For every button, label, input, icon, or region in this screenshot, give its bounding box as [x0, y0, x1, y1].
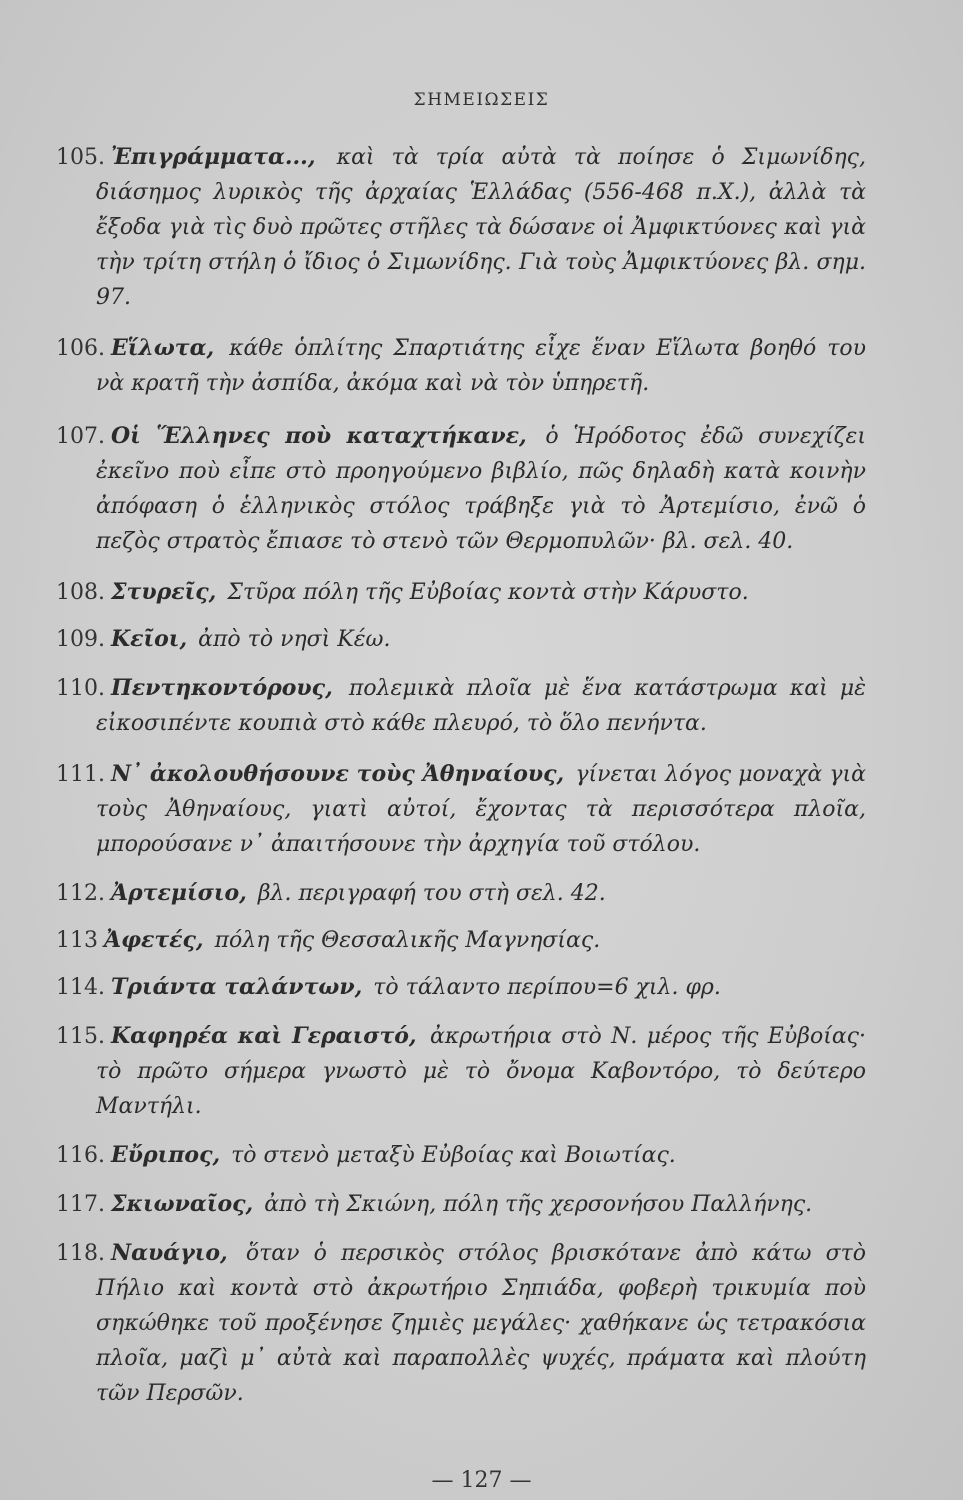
note-number: 113 — [56, 928, 98, 953]
note-text: ἀπὸ τὸ νησὶ Κέω. — [198, 627, 391, 652]
note-text: ὅταν ὁ περσικὸς στόλος βρισκότανε ἀπὸ κάτω στὸ Πήλιο καὶ κοντὰ στὸ ἀκρωτήριο Σηπιάδα, φοβερὴ τρικυμία ποὺ σηκώθηκε τοῦ προξένησε ζημιὲς μεγάλες· χαθήκανε ὡς τετρακόσια πλοῖα, μαζὶ μ᾿ αὐτὰ καὶ παραπολλὲς ψυχές, πράματα καὶ πλούτη τῶν Περσῶν. — [96, 1241, 867, 1406]
note-text: ἀκρωτήρια στὸ Ν. μέρος τῆς Εὐβοίας· τὸ πρῶτο σήμερα γνωστὸ μὲ τὸ ὄνομα Καβοντόρο, τὸ δεύτερο Μαντήλι. — [96, 1024, 866, 1119]
note-headword: Ἐπιγράμματα..., — [110, 144, 316, 170]
note-text: τὸ στενὸ μεταξὺ Εὐβοίας καὶ Βοιωτίας. — [231, 1143, 676, 1168]
note-headword: Στυρεῖς, — [110, 579, 217, 605]
note-number: 118. — [56, 1241, 105, 1266]
note-headword: Οἱ Ἕλληνες ποὺ καταχτήκανε, — [110, 423, 527, 449]
note-text: ὁ Ἡρόδοτος ἐδῶ συνεχίζει ἐκεῖνο ποὺ εἶπε στὸ προηγούμενο βιβλίο, πῶς δηλαδὴ κατὰ κοινὴν ἀπόφαση ὁ ἑλληνικὸς στόλος τράβηξε γιὰ τὸ Ἀρτεμίσιο, ἐνῶ ὁ πεζὸς στρατὸς ἔπιασε τὸ στενὸ τῶν Θερμοπυλῶν· βλ. σελ. 40. — [96, 424, 866, 554]
note-headword: Κεῖοι, — [110, 626, 188, 652]
note-headword: Ν᾿ ἀκολουθήσουνε τοὺς Ἀθηναίους, — [110, 761, 565, 787]
note-text: ἀπὸ τὴ Σκιώνη, πόλη τῆς χερσονήσου Παλλήνης. — [264, 1192, 813, 1217]
note-116 — [56, 1138, 866, 1173]
note-110 — [56, 671, 866, 741]
notes-list — [56, 140, 866, 1411]
note-118 — [56, 1236, 866, 1411]
running-head: ΣΗΜΕΙΩΣΕΙΣ — [413, 90, 550, 110]
note-headword: Ἀφετές, — [104, 927, 204, 953]
note-text: γίνεται λόγος μοναχὰ γιὰ τοὺς Ἀθηναίους, γιατὶ αὐτοί, ἔχοντας τὰ περισσότερα πλοῖα, μπορούσανε ν᾿ ἀπαιτήσουνε τὴν ἀρχηγία τοῦ στόλου. — [96, 762, 866, 857]
note-headword: Εἵλωτα, — [110, 335, 215, 361]
note-headword: Εὔριπος, — [110, 1142, 221, 1168]
note-number: 114. — [56, 975, 105, 1000]
note-text: κάθε ὁπλίτης Σπαρτιάτης εἶχε ἕναν Εἵλωτα βοηθό του νὰ κρατῆ τὴν ἀσπίδα, ἀκόμα καὶ νὰ τὸν ὑπηρετῆ. — [96, 336, 866, 396]
note-headword: Καφηρέα καὶ Γεραιστό, — [110, 1023, 417, 1049]
note-106 — [56, 331, 866, 401]
note-headword: Σκιωναῖος, — [110, 1191, 254, 1217]
note-headword: Τριάντα ταλάντων, — [110, 974, 363, 1000]
note-112 — [56, 876, 866, 911]
note-text: τὸ τάλαντο περίπου=6 χιλ. φρ. — [373, 975, 721, 1000]
note-number: 115. — [56, 1024, 105, 1049]
note-number: 109. — [56, 627, 105, 652]
note-number: 107. — [56, 424, 105, 449]
note-number: 111. — [56, 762, 105, 787]
note-number: 110. — [56, 676, 105, 701]
note-text: πολεμικὰ πλοῖα μὲ ἕνα κατάστρωμα καὶ μὲ εἰκοσιπέντε κουπιὰ στὸ κάθε πλευρό, τὸ ὅλο πενήντα. — [96, 676, 866, 736]
note-113 — [56, 923, 866, 958]
note-108 — [56, 575, 866, 610]
note-headword: Πεντηκοντόρους, — [110, 675, 333, 701]
note-115 — [56, 1019, 866, 1124]
note-number: 112. — [56, 881, 105, 906]
note-105 — [56, 140, 866, 315]
note-111 — [56, 757, 866, 862]
note-114 — [56, 970, 866, 1005]
note-text: βλ. περιγραφή του στὴ σελ. 42. — [257, 881, 606, 906]
note-text: Στῦρα πόλη τῆς Εὐβοίας κοντὰ στὴν Κάρυστο. — [227, 580, 749, 605]
note-text: καὶ τὰ τρία αὐτὰ τὰ ποίησε ὁ Σιμωνίδης, διάσημος λυρικὸς τῆς ἀρχαίας Ἑλλάδας (556-468 π.Χ.), ἀλλὰ τὰ ἔξοδα γιὰ τὶς δυὸ πρῶτες στῆλες τὰ δώσανε οἱ Ἀμφικτύονες καὶ γιὰ τὴν τρίτη στήλη ὁ ἴδιος ὁ Σιμωνίδης. Γιὰ τοὺς Ἀμφικτύονες βλ. σημ. 97. — [96, 145, 866, 310]
note-headword: Ναυάγιο, — [110, 1240, 228, 1266]
note-number: 105. — [56, 145, 105, 170]
note-headword: Ἀρτεμίσιο, — [110, 880, 247, 906]
page-number: — 127 — — [431, 1468, 532, 1493]
note-number: 116. — [56, 1143, 105, 1168]
note-109 — [56, 622, 866, 657]
note-107 — [56, 419, 866, 559]
note-number: 106. — [56, 336, 105, 361]
note-number: 117. — [56, 1192, 105, 1217]
note-text: πόλη τῆς Θεσσαλικῆς Μαγνησίας. — [214, 928, 601, 953]
note-117 — [56, 1187, 866, 1222]
note-number: 108. — [56, 580, 105, 605]
